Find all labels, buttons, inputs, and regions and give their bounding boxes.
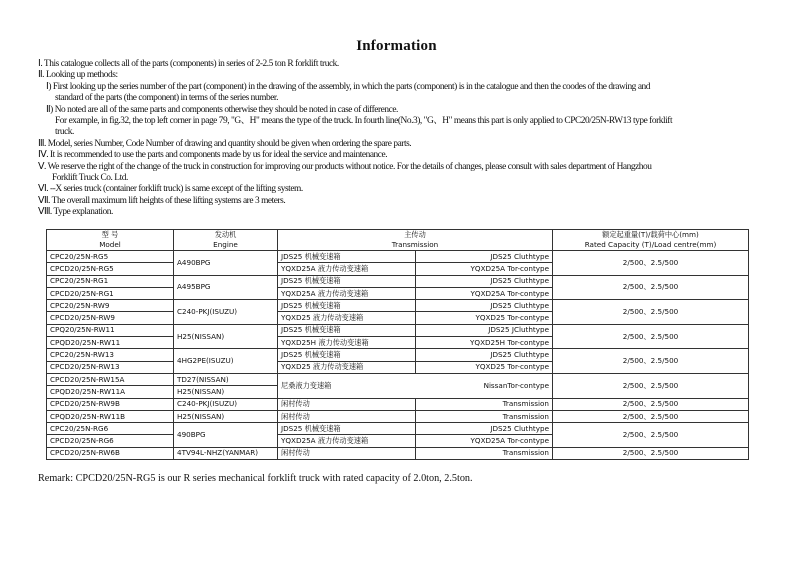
transmission-zh-cell: JDS25 机械变速箱 [278, 349, 416, 361]
model-cell: CPCD20/25N-RW15A [47, 373, 174, 385]
model-cell: CPCD20/25N-RW9B [47, 398, 174, 410]
capacity-cell: 2/500、2.5/500 [553, 349, 749, 374]
transmission-zh-cell: YQXD25H 液力传动变速箱 [278, 337, 416, 349]
transmission-en-cell: YQXD25A Tor-contype [416, 263, 553, 275]
transmission-zh-cell: YQXD25A 液力传动变速箱 [278, 263, 416, 275]
intro-line: Ⅵ. --X series truck (container forklift truck) is same except of the lifting system. [38, 184, 303, 195]
model-cell: CPC20/25N-RW9 [47, 300, 174, 312]
model-cell: CPC20/25N-RG5 [47, 251, 174, 263]
header-model [47, 230, 174, 251]
header-engine-en: Engine [213, 240, 238, 249]
transmission-zh-cell: YQXD25A 液力传动变速箱 [278, 287, 416, 299]
table-row [47, 398, 749, 410]
model-cell: CPQD20/25N-RW11A [47, 386, 174, 398]
engine-cell: A490BPG [174, 251, 278, 276]
engine-cell: H25(NISSAN) [174, 324, 278, 349]
intro-line: Ⅳ. It is recommended to use the parts and components made by us for ideal the service and maintenance. [38, 150, 388, 161]
transmission-zh-cell: YQXD25 液力传动变速箱 [278, 312, 416, 324]
transmission-zh-cell: 闲村传动 [278, 447, 416, 459]
capacity-cell: 2/500、2.5/500 [553, 324, 749, 349]
capacity-cell: 2/500、2.5/500 [553, 251, 749, 276]
model-cell: CPQD20/25N-RW11 [47, 337, 174, 349]
transmission-en-cell: Transmission [416, 410, 553, 422]
transmission-zh-cell: 闲村传动 [278, 410, 416, 422]
transmission-zh-cell: JDS25 机械变速箱 [278, 300, 416, 312]
intro-text [38, 59, 738, 219]
intro-line: Ⅴ. We reserve the right of the change of the truck in construction for improving our products without notice. For the details of changes, please consult with sales department of Hangzhou [38, 161, 652, 172]
model-cell: CPCD20/25N-RW9 [47, 312, 174, 324]
remark-text: Remark: CPCD20/25N-RG5 is our R series mechanical forklift truck with rated capacity of 2.0ton, 2.5ton. [38, 473, 473, 484]
transmission-cell [278, 373, 553, 398]
intro-line: Ⅲ. Model, series Number, Code Number of drawing and quantity should be given when ordering the spare parts. [38, 138, 412, 149]
transmission-en: NissanTor-contype [483, 380, 549, 390]
transmission-en-cell: JDS25 Cluthtype [416, 300, 553, 312]
intro-line: Ⅶ. The overall maximum lift heights of these lifting systems are 3 meters. [38, 195, 286, 206]
intro-line: Forklift Truck Co. Ltd. [52, 173, 128, 184]
engine-cell: A495BPG [174, 275, 278, 300]
engine-cell: C240-PKJ(ISUZU) [174, 398, 278, 410]
intro-line: Ⅱ) No noted are all of the same parts and components otherwise they should be noted in case of difference. [46, 104, 398, 115]
transmission-en-cell: YQXD25 Tor-contype [416, 361, 553, 373]
engine-cell: TD27(NISSAN) [174, 373, 278, 385]
model-cell: CPQD20/25N-RW11B [47, 410, 174, 422]
capacity-cell: 2/500、2.5/500 [553, 275, 749, 300]
table-row [47, 300, 749, 312]
model-cell: CPCD20/25N-RG1 [47, 287, 174, 299]
table-row [47, 373, 749, 385]
capacity-cell: 2/500、2.5/500 [553, 398, 749, 410]
intro-line: Ⅰ. This catalogue collects all of the parts (components) in series of 2-2.5 ton R forklift truck. [38, 59, 339, 69]
header-capacity [553, 230, 749, 251]
header-engine [174, 230, 278, 251]
model-cell: CPC20/25N-RG6 [47, 423, 174, 435]
model-cell: CPC20/25N-RW13 [47, 349, 174, 361]
table-row [47, 349, 749, 361]
transmission-en-cell: JDS25 JCluthtype [416, 324, 553, 336]
intro-line: For example, in fig.32, the top left corner in page 79, "G、H" means the type of the truck. In fourth line(No.3), "G、H" means this part is only applied to CPC20/25N-RW13 type forklift [55, 116, 673, 127]
engine-cell: 4TV94L-NHZ(YANMAR) [174, 447, 278, 459]
header-capacity-en: Rated Capacity (T)/Load centre(mm) [584, 240, 717, 249]
page-title: Information [356, 38, 437, 54]
table-header-row [47, 230, 749, 251]
header-model-zh: 型 号 [101, 230, 119, 239]
transmission-en-cell: JDS25 Cluthtype [416, 251, 553, 263]
model-cell: CPCD20/25N-RG6 [47, 435, 174, 447]
transmission-en-cell: YQXD25H Tor-contype [416, 337, 553, 349]
transmission-zh-cell: JDS25 机械变速箱 [278, 251, 416, 263]
capacity-cell: 2/500、2.5/500 [553, 423, 749, 448]
transmission-zh-cell: 闲村传动 [278, 398, 416, 410]
transmission-zh-cell: JDS25 机械变速箱 [278, 423, 416, 435]
transmission-en-cell: JDS25 Cluthtype [416, 349, 553, 361]
intro-line: Ⅱ. Looking up methods: [38, 70, 118, 81]
model-cell: CPC20/25N-RG1 [47, 275, 174, 287]
transmission-zh-cell: JDS25 机械变速箱 [278, 275, 416, 287]
intro-line: standard of the parts (the component) in terms of the series number. [55, 93, 278, 104]
engine-cell: C240-PKJ(ISUZU) [174, 300, 278, 325]
intro-line: Ⅰ) First looking up the series number of the part (component) in the drawing of the assembly, in which the parts (component) is in the catalogue and then the coodes of the drawing and [46, 81, 651, 92]
transmission-zh-cell: JDS25 机械变速箱 [278, 324, 416, 336]
transmission-zh-cell: YQXD25A 液力传动变速箱 [278, 435, 416, 447]
table-row [47, 251, 749, 263]
transmission-en-cell: Transmission [416, 447, 553, 459]
transmission-en-cell: JDS25 Cluthtype [416, 275, 553, 287]
intro-line: truck. [55, 127, 74, 138]
intro-line: Ⅷ. Type explanation. [38, 207, 113, 218]
header-capacity-zh: 额定起重量(T)/载荷中心(mm) [602, 230, 699, 239]
model-cell: CPCD20/25N-RW13 [47, 361, 174, 373]
transmission-en-cell: YQXD25A Tor-contype [416, 287, 553, 299]
header-transmission-zh: 主传动 [404, 230, 426, 239]
table-row [47, 410, 749, 422]
transmission-en-cell: YQXD25A Tor-contype [416, 435, 553, 447]
engine-cell: 4HG2PE(ISUZU) [174, 349, 278, 374]
header-transmission [278, 230, 553, 251]
header-engine-zh: 发动机 [214, 230, 237, 239]
engine-cell: H25(NISSAN) [174, 410, 278, 422]
table-row [47, 324, 749, 336]
transmission-en-cell: YQXD25 Tor-contype [416, 312, 553, 324]
engine-cell: 490BPG [174, 423, 278, 448]
transmission-en-cell: Transmission [416, 398, 553, 410]
capacity-cell: 2/500、2.5/500 [553, 300, 749, 325]
transmission-en-cell: JDS25 Cluthtype [416, 423, 553, 435]
transmission-zh-cell: YQXD25 液力传动变速箱 [278, 361, 416, 373]
table-row [47, 447, 749, 459]
table-row [47, 423, 749, 435]
engine-cell: H25(NISSAN) [174, 386, 278, 398]
table-body [47, 251, 749, 460]
model-cell: CPCD20/25N-RG5 [47, 263, 174, 275]
model-cell: CPQ20/25N-RW11 [47, 324, 174, 336]
capacity-cell: 2/500、2.5/500 [553, 447, 749, 459]
header-transmission-en: Transmission [391, 240, 439, 249]
model-cell: CPCD20/25N-RW6B [47, 447, 174, 459]
capacity-cell: 2/500、2.5/500 [553, 373, 749, 398]
type-table [46, 229, 749, 460]
capacity-cell: 2/500、2.5/500 [553, 410, 749, 422]
table-row [47, 275, 749, 287]
header-model-en: Model [99, 240, 121, 249]
transmission-zh: 尼桑液力变速箱 [281, 380, 332, 390]
